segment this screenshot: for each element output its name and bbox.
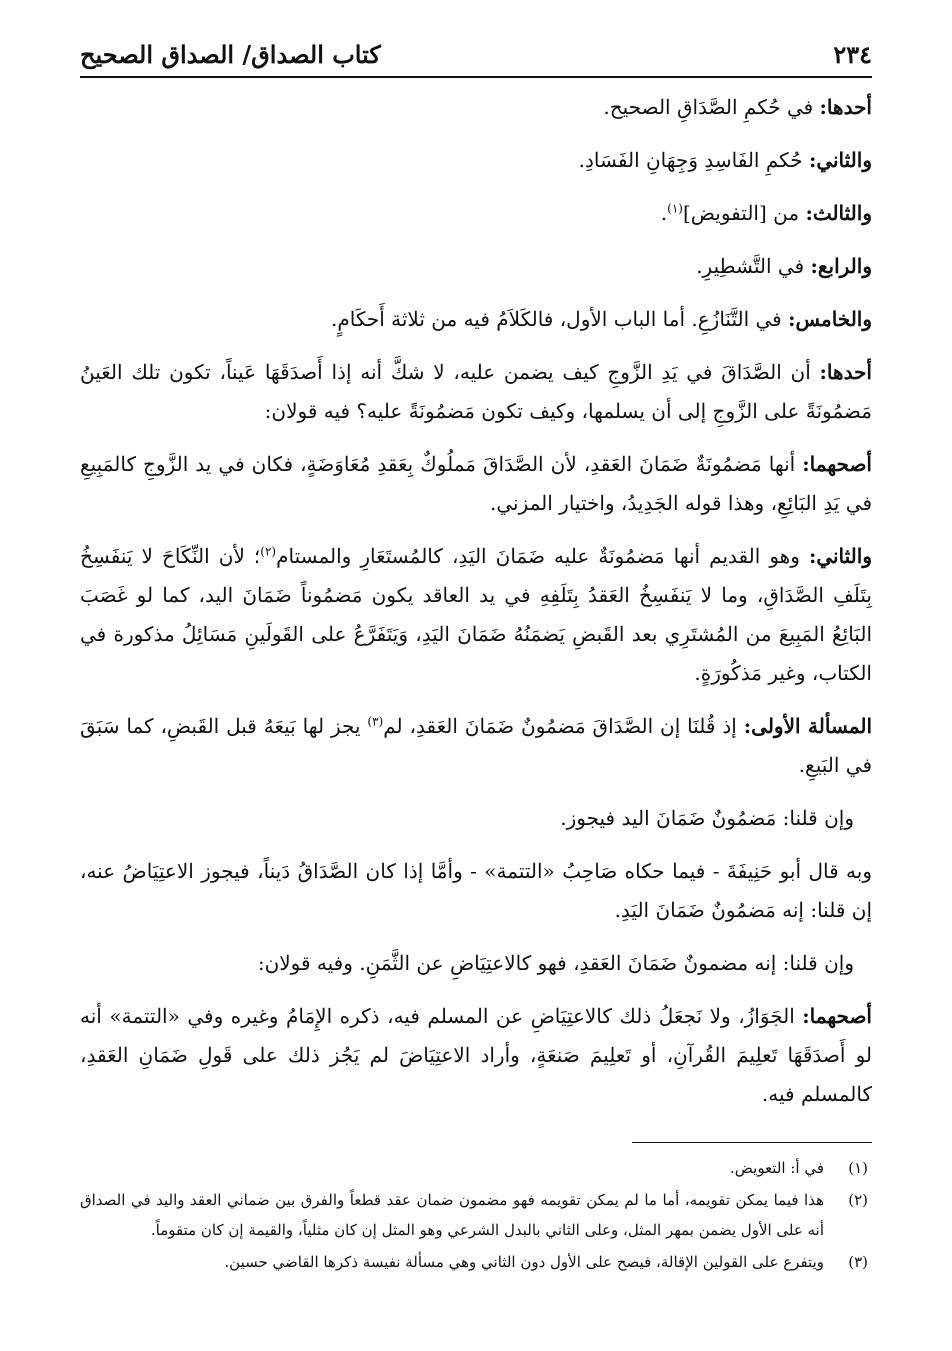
paragraph-label: والرابع: — [810, 254, 872, 278]
paragraph — [80, 247, 872, 286]
footnote — [80, 1247, 872, 1277]
paragraph-label: والخامس: — [788, 307, 872, 331]
footnote-text: في أ: التعويض. — [730, 1159, 824, 1177]
header-rule — [80, 76, 872, 78]
footnote-text: ويتفرع على القولين الإقالة، فيصح على الأول دون الثاني وهي مسألة نفيسة ذكرها القاضي حسين. — [224, 1253, 824, 1271]
paragraph — [80, 353, 872, 431]
running-title: كتاب الصداق/ الصداق الصحيح — [80, 40, 381, 69]
paragraph-label: أصحهما: — [802, 452, 872, 476]
page-number: ٢٣٤ — [833, 40, 872, 69]
paragraph-label: المسألة الأولى: — [743, 714, 873, 738]
paragraph — [80, 300, 872, 339]
footnote-ref: (٢) — [260, 544, 277, 559]
paragraph-label: أحدها: — [819, 95, 872, 119]
paragraph-text-after: ؛ لأن النِّكَاحَ لا يَنفَسِخُ بِتَلَفِ الصَّدَاقِ، وما لا يَنفَسِخُ العَقدُ بِتَلَفِهِ في يد العاقد يكون مَضمُوناً ضَمَانَ اليد، كما لو غَصَبَ البَائِعُ المَبِيعَ من المُشتَرِي بعد القَبضِ يَضمَنُهُ ضَمَانَ اليَدِ، وَيَتَفَرَّعُ على القَولَينِ مَسَائِلُ مذكورة في الكتاب، وغير مَذكُورَةٍ. — [80, 544, 872, 685]
paragraph-text: أنها مَضمُونَةٌ ضَمَانَ العَقدِ، لأن الصَّدَاقَ مَملُوكٌ بِعَقدِ مُعَاوَضَةٍ، فكان في يد الزَّوجِ كالمَبِيعِ في يَدِ البَائِعِ، وهذا قوله الجَدِيدُ، واختيار المزني. — [80, 452, 872, 515]
paragraph — [80, 88, 872, 127]
paragraph-text-after: يجز لها بَيعَهُ قبل القَبضِ، كما سَبَقَ في البَيعِ. — [80, 714, 872, 777]
paragraph-label: والثاني: — [808, 544, 872, 568]
footnote-number: (٣) — [848, 1253, 868, 1271]
paragraph — [80, 997, 872, 1114]
paragraph-text: أن الصَّدَاقَ في يَدِ الزَّوجِ كيف يضمن عليه، لا شكَّ أنه إذا أَصدَقَهَا عَيناً، تكون تلك العَينُ مَضمُونَةً على الزَّوجِ إلى أن يسلمها، وكيف تكون مَضمُونَةً عليه؟ فيه قولان: — [80, 360, 872, 423]
footnote-ref: (١) — [667, 201, 683, 216]
main-text — [80, 88, 872, 1114]
paragraph-label: والثاني: — [808, 148, 872, 172]
footnote-ref: (٣) — [367, 714, 384, 729]
footnote-text: هذا فيما يمكن تقويمه، أما ما لم يمكن تقويمه فهو مضمون ضمان عقد قطعاً والفرق بين ضماني العقد واليد في الصداق أنه على الأول يضمن بمهر المثل، وعلى الثاني بالبدل الشرعي وهو المثل إن كان مثلياً، والقيمة إن كان متقوماً. — [80, 1191, 824, 1239]
footnote-number: (١) — [848, 1159, 868, 1177]
paragraph — [80, 799, 872, 838]
paragraph-text: في التَّنَازُعِ. أما الباب الأول، فالكَلاَمُ فيه من ثلاثة أَحكَامٍ. — [330, 307, 789, 331]
paragraph — [80, 944, 872, 983]
paragraph-text: وإن قلنا: مَضمُونٌ ضَمَانَ اليد فيجوز. — [560, 806, 854, 830]
paragraph-text-after: . — [660, 201, 668, 225]
footnote-rule — [632, 1142, 872, 1143]
paragraph-label: والثالث: — [805, 201, 872, 225]
paragraph-text: وهو القديم أنها مَضمُونَةٌ عليه ضَمَانَ اليَدِ، كالمُستَعَارِ والمستام — [276, 544, 809, 568]
paragraph-text: وإن قلنا: إنه مضمونٌ ضَمَانَ العَقدِ، فهو كالاعتِيَاضِ عن الثَّمَنِ. وفيه قولان: — [257, 951, 854, 975]
paragraph — [80, 445, 872, 523]
paragraph — [80, 537, 872, 693]
page-header — [80, 38, 872, 72]
paragraph — [80, 141, 872, 180]
paragraph-text: من [التفويض] — [682, 201, 806, 225]
paragraph-label: أحدها: — [819, 360, 872, 384]
paragraph-text: حُكمِ الفَاسِدِ وَجِهَانِ الفَسَادِ. — [578, 148, 809, 172]
footnotes — [80, 1153, 872, 1277]
paragraph-text: في التَّشطِيرِ. — [696, 254, 811, 278]
footnote — [80, 1185, 872, 1245]
paragraph-text: الجَوَازُ، ولا نَجعَلُ ذلك كالاعتِيَاضِ عن المسلم فيه، ذكره الإِمَامُ وغيره وفي «التتمة» أنه لو أَصدَقَهَا تَعلِيمَ القُرآنِ، أو تَعلِيمَ صَنعَةٍ، وأراد الاعتِيَاضَ لم يَجُز ذلك على قَولِ ضَمَانِ العَقدِ، كالمسلم فيه. — [80, 1004, 873, 1106]
paragraph — [80, 194, 872, 233]
paragraph — [80, 707, 872, 785]
paragraph-text: وبه قال أبو حَنِيفَةَ - فيما حكاه صَاحِبُ «التتمة» - وأمَّا إذا كان الصَّدَاقُ دَيناً، فيجوز الاعتِيَاضُ عنه، إن قلنا: إنه مَضمُونٌ ضَمَانَ اليَدِ. — [80, 859, 872, 922]
paragraph-text: في حُكمِ الصَّدَاقِ الصحيح. — [603, 95, 820, 119]
paragraph-label: أصحهما: — [802, 1004, 872, 1028]
footnote-number: (٢) — [848, 1191, 868, 1209]
footnote — [80, 1153, 872, 1183]
paragraph — [80, 852, 872, 930]
paragraph-text: إذ قُلنَا إن الصَّدَاقَ مَضمُونٌ ضَمَانَ العَقدِ، لم — [383, 714, 744, 738]
